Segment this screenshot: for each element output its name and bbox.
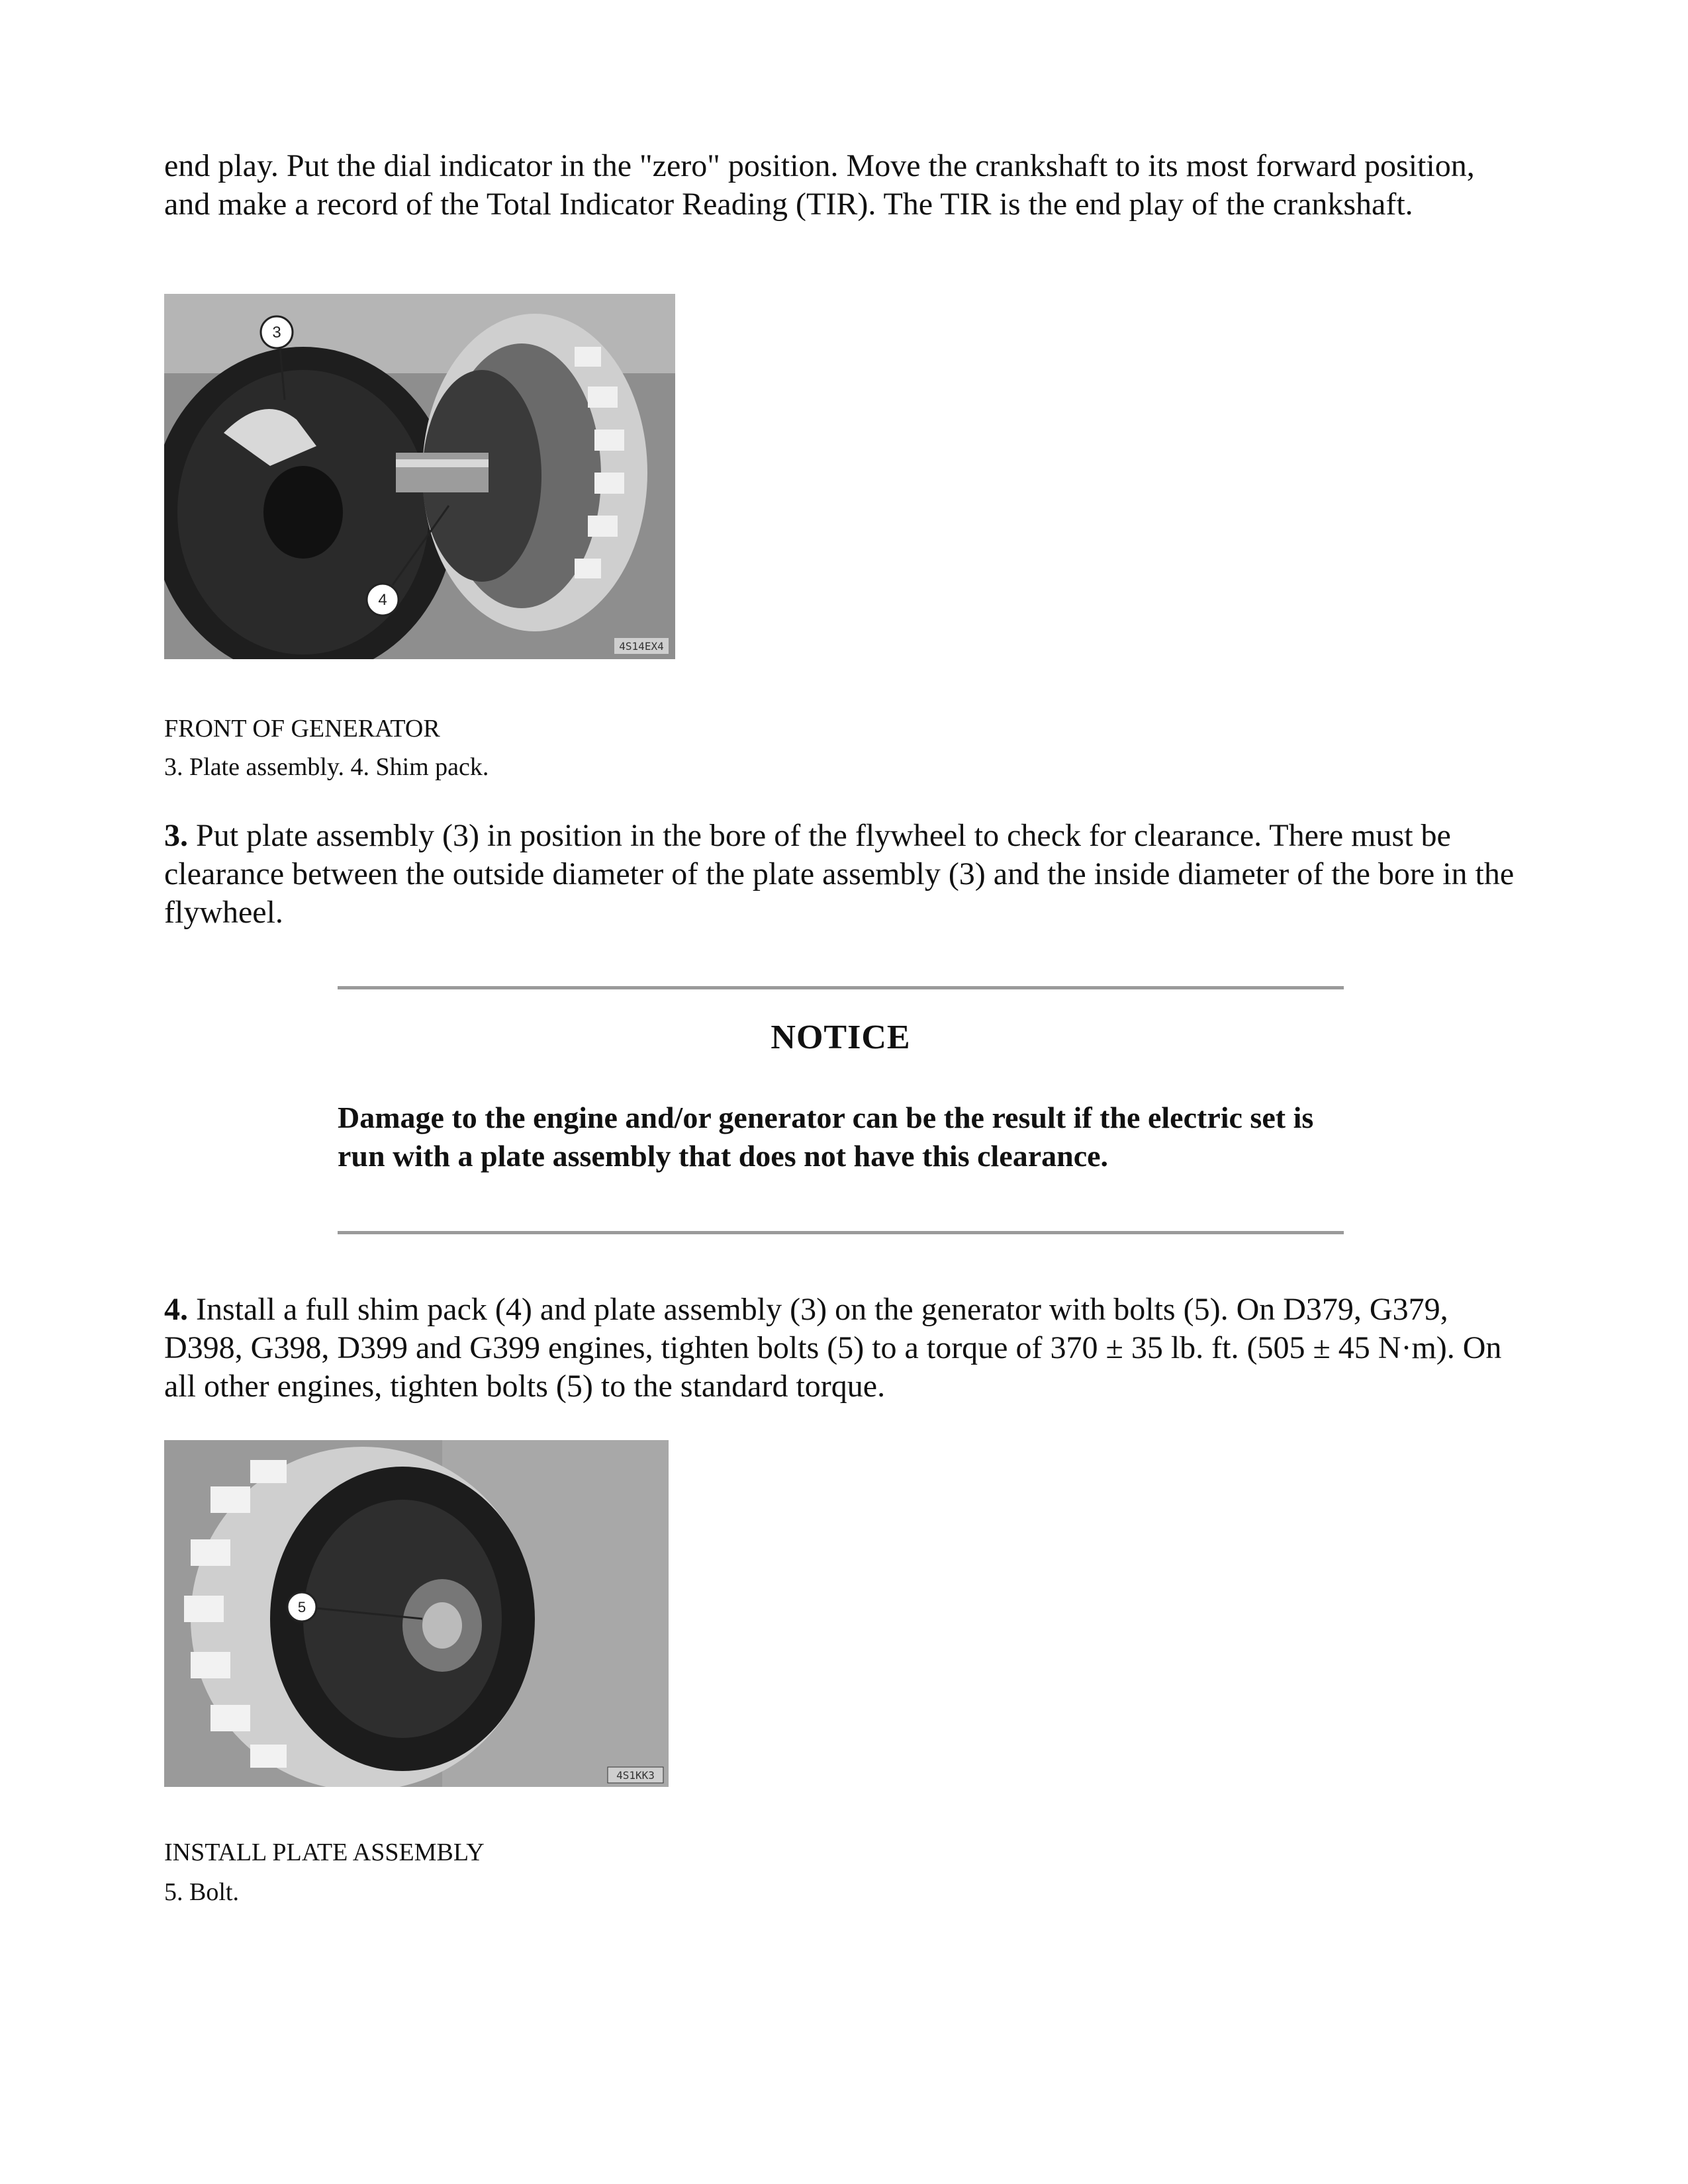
figure2-caption-title: INSTALL PLATE ASSEMBLY <box>164 1839 485 1866</box>
step-3-paragraph <box>164 817 1515 932</box>
intro-paragraph: end play. Put the dial indicator in the "zero" position. Move the crankshaft to its most forward position, and make a record of the Total Indicator Reading (TIR). The TIR is the end play of the crankshaft. <box>164 148 1475 222</box>
step-3-number: 3. <box>164 818 188 853</box>
front-of-generator-photo <box>164 294 675 659</box>
figure2-caption-text: 5. Bolt. <box>164 1878 239 1906</box>
figure2-image-id: 4S1KK3 <box>616 1769 655 1782</box>
figure1-caption-text: 3. Plate assembly. 4. Shim pack. <box>164 753 489 781</box>
step-4-paragraph <box>164 1291 1521 1406</box>
notice-top-rule <box>338 986 1344 989</box>
figure1-image-id: 4S14EX4 <box>619 640 664 653</box>
notice-bottom-rule <box>338 1231 1344 1234</box>
notice-text: Damage to the engine and/or generator can be the result if the electric set is run with a plate assembly that does not have this clearance. <box>338 1101 1314 1173</box>
step-3-text: Put plate assembly (3) in position in the bore of the flywheel to check for clearance. There must be clearance between the outside diameter of the plate assembly (3) and the inside diameter of the bore in the flywheel. <box>164 818 1515 930</box>
step-4-text: Install a full shim pack (4) and plate assembly (3) on the generator with bolts (5). On D379, G379, D398, G398, D399 and G399 engines, tighten bolts (5) to a torque of 370 ± 35 lb. ft. (505 ± 45 N·m). On all other engines, tighten bolts (5) to the standard torque. <box>164 1292 1502 1404</box>
callout-4-label: 4 <box>378 591 387 609</box>
notice-title: NOTICE <box>771 1019 911 1056</box>
callout-3-label: 3 <box>272 324 281 341</box>
callout-5-label: 5 <box>297 1599 306 1615</box>
install-plate-assembly-photo <box>164 1440 669 1787</box>
figure1-caption-title: FRONT OF GENERATOR <box>164 715 440 743</box>
step-4-number: 4. <box>164 1292 188 1327</box>
